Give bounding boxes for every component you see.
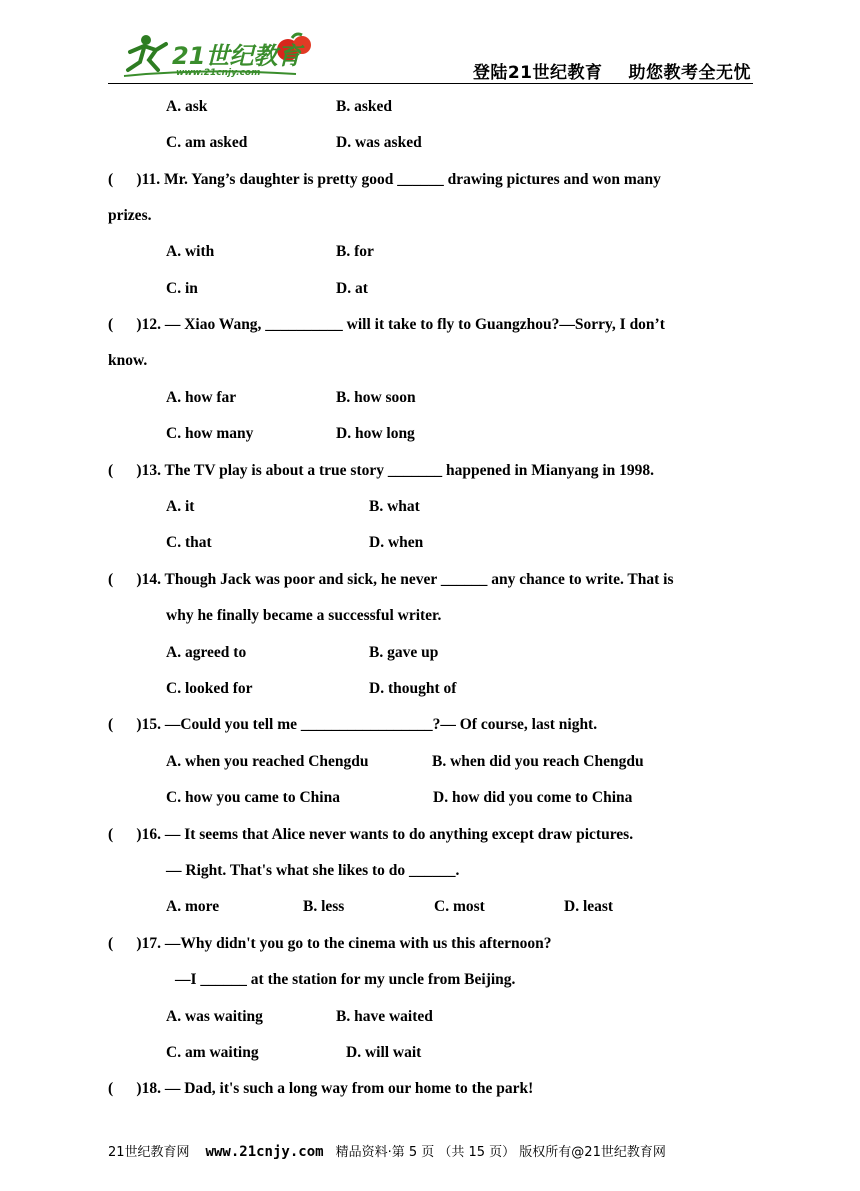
answer-option[interactable]: B. asked — [336, 98, 392, 115]
question-continuation: know. — [108, 352, 148, 369]
footer-right: 精品资料·第 5 页 （共 15 页） 版权所有@21世纪教育网 — [335, 1145, 666, 1160]
question-stem: ( )15. —Could you tell me _________________?— Of course, last night. — [108, 716, 598, 733]
answer-option[interactable]: D. was asked — [336, 134, 422, 151]
answer-option[interactable]: A. ask — [166, 98, 208, 115]
question-stem: ( )11. Mr. Yang’s daughter is pretty good ______ drawing pictures and won many — [108, 171, 661, 188]
question-stem: ( )18. — Dad, it's such a long way from our home to the park! — [108, 1080, 534, 1097]
answer-option[interactable]: C. how you came to China — [166, 789, 340, 806]
answer-option[interactable]: A. how far — [166, 389, 237, 406]
logo-graphic — [116, 30, 316, 82]
question-stem: ( )17. —Why didn't you go to the cinema with us this afternoon? — [108, 935, 552, 952]
question-stem: ( )14. Though Jack was poor and sick, he never ______ any chance to write. That is — [108, 571, 674, 588]
answer-option[interactable]: C. looked for — [166, 680, 253, 697]
answer-option[interactable]: A. it — [166, 498, 195, 515]
question-continuation: —I ______ at the station for my uncle from Beijing. — [175, 971, 516, 988]
question-continuation: prizes. — [108, 207, 152, 224]
page-header — [108, 28, 753, 84]
answer-option[interactable]: C. that — [166, 534, 212, 551]
answer-option[interactable]: D. at — [336, 280, 368, 297]
answer-option[interactable]: C. most — [434, 898, 485, 915]
answer-option[interactable]: A. when you reached Chengdu — [166, 753, 369, 770]
answer-option[interactable]: D. will wait — [346, 1044, 422, 1061]
header-divider — [108, 83, 753, 84]
tagline-right: 助您教考全无忧 — [628, 63, 751, 83]
site-logo[interactable] — [116, 30, 316, 82]
answer-option[interactable]: C. how many — [166, 425, 254, 442]
question-stem: ( )16. — It seems that Alice never wants to do anything except draw pictures. — [108, 826, 634, 843]
tagline-left: 登陆21世纪教育 — [472, 63, 603, 83]
question-stem: ( )13. The TV play is about a true story _______ happened in Mianyang in 1998. — [108, 462, 655, 479]
answer-option[interactable]: B. when did you reach Chengdu — [432, 753, 644, 770]
answer-option[interactable]: D. how long — [336, 425, 415, 442]
answer-option[interactable]: A. agreed to — [166, 644, 247, 661]
question-continuation: why he finally became a successful writer. — [166, 607, 442, 624]
answer-option[interactable]: B. less — [303, 898, 345, 915]
answer-option[interactable]: D. how did you come to China — [433, 789, 633, 806]
header-tagline — [473, 58, 751, 83]
answer-option[interactable]: D. least — [564, 898, 614, 915]
logo-title: 21世纪教育 — [172, 42, 302, 70]
footer-left: 21世纪教育网 — [108, 1145, 190, 1160]
answer-option[interactable]: D. thought of — [369, 680, 457, 697]
answer-option[interactable]: D. when — [369, 534, 424, 551]
answer-option[interactable]: A. was waiting — [166, 1008, 263, 1025]
logo-url: www.21cnjy.com — [176, 68, 261, 78]
answer-option[interactable]: A. more — [166, 898, 220, 915]
question-stem: ( )12. — Xiao Wang, __________ will it take to fly to Guangzhou?—Sorry, I don’t — [108, 316, 665, 333]
answer-option[interactable]: B. how soon — [336, 389, 416, 406]
footer-site-link[interactable]: www.21cnjy.com — [205, 1144, 324, 1160]
answer-option[interactable]: B. gave up — [369, 644, 439, 661]
answer-option[interactable]: B. for — [336, 243, 374, 260]
page-footer — [108, 1141, 666, 1160]
answer-option[interactable]: C. am asked — [166, 134, 248, 151]
answer-option[interactable]: A. with — [166, 243, 215, 260]
answer-option[interactable]: B. what — [369, 498, 420, 515]
answer-option[interactable]: C. in — [166, 280, 198, 297]
answer-option[interactable]: C. am waiting — [166, 1044, 259, 1061]
answer-option[interactable]: B. have waited — [336, 1008, 433, 1025]
question-continuation: — Right. That's what she likes to do ______. — [166, 862, 460, 879]
